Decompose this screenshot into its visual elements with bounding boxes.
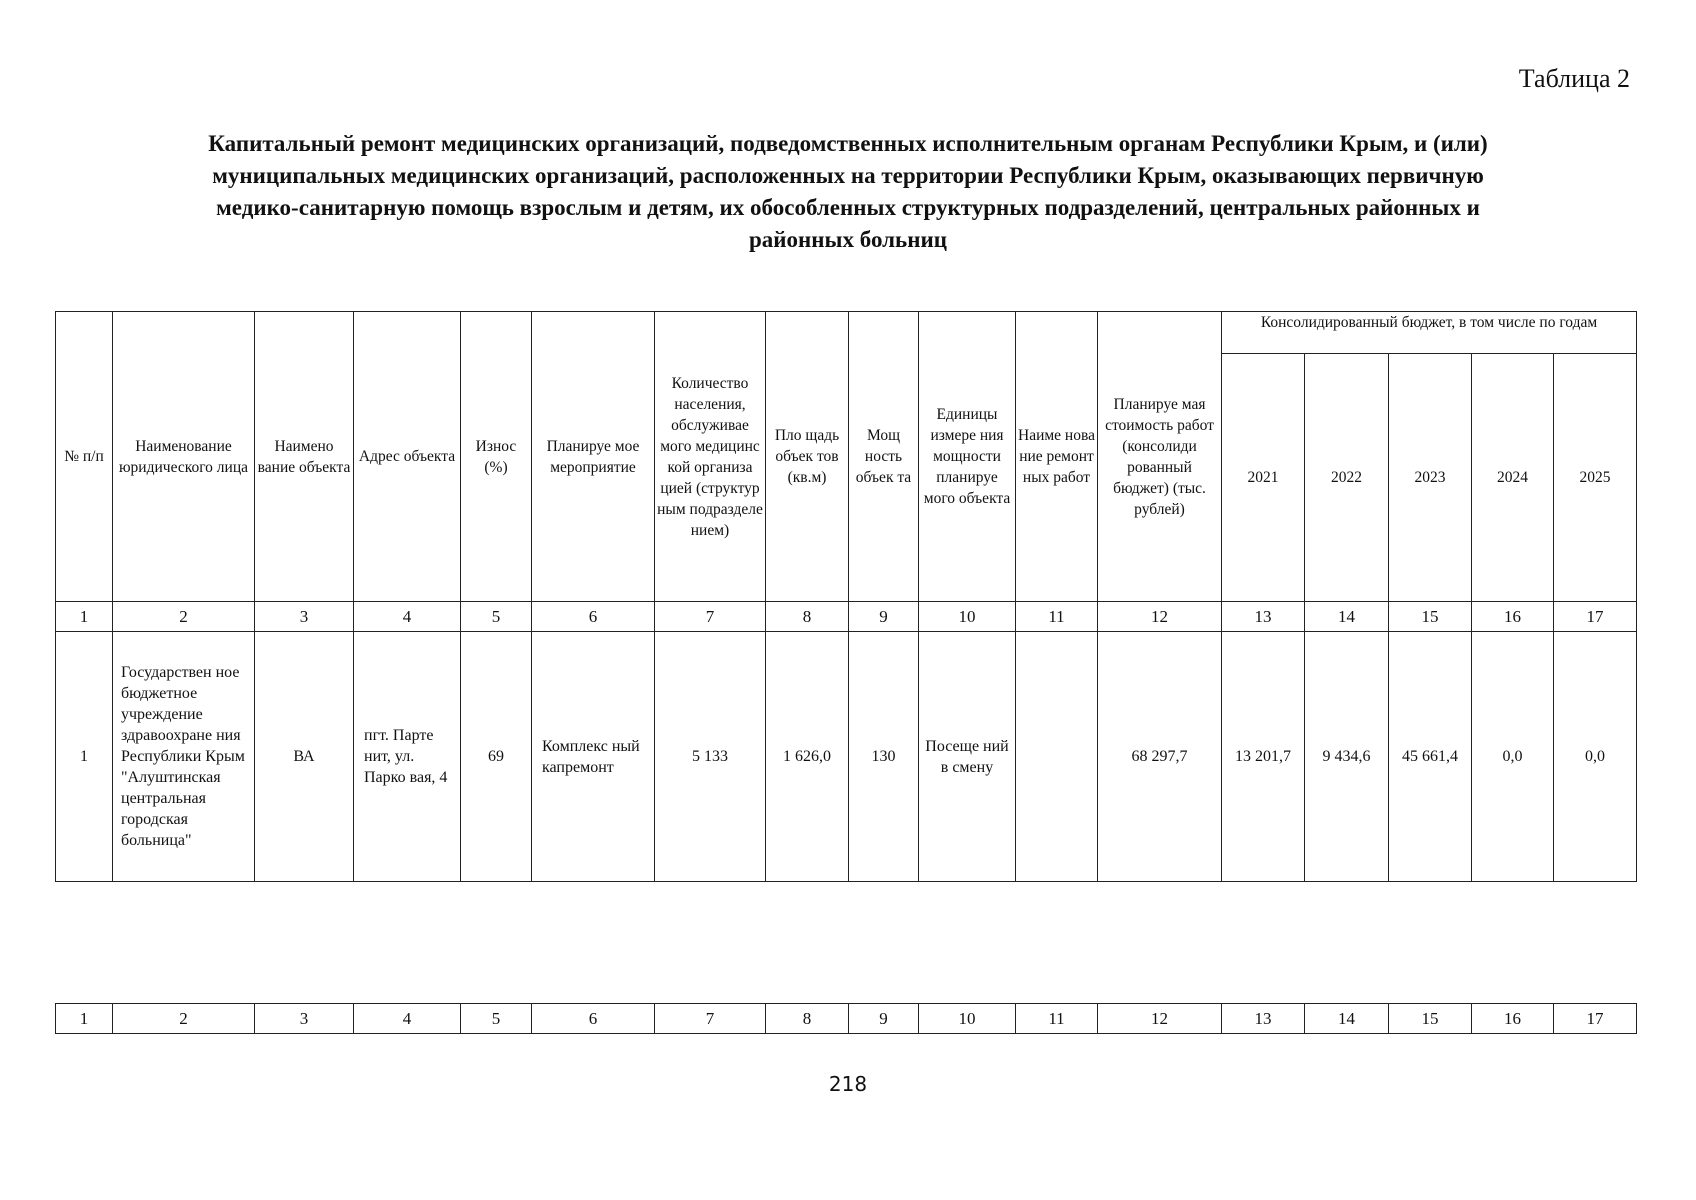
cell-repair-type: [1016, 632, 1098, 882]
header-year-2023: 2023: [1389, 354, 1472, 602]
continuation-column-number: 13: [1222, 1004, 1305, 1034]
header-area: Пло щадь объек тов (кв.м): [766, 312, 849, 602]
header-capacity-units: Единицы измере ния мощности планируе мого объекта: [919, 312, 1016, 602]
table-label: Таблица 2: [1518, 64, 1630, 93]
column-number: 11: [1016, 602, 1098, 632]
header-year-2024: 2024: [1472, 354, 1554, 602]
column-number: 2: [113, 602, 255, 632]
continuation-column-number: 6: [532, 1004, 655, 1034]
continuation-column-number: 11: [1016, 1004, 1098, 1034]
header-object-name: Наимено вание объекта: [255, 312, 354, 602]
continuation-column-number: 2: [113, 1004, 255, 1034]
header-planned-cost: Планируе мая стоимость работ (консолиди рованный бюджет) (тыс. рублей): [1098, 312, 1222, 602]
cell-capacity: 130: [849, 632, 919, 882]
continuation-column-number: 15: [1389, 1004, 1472, 1034]
column-number: 12: [1098, 602, 1222, 632]
cell-wear: 69: [461, 632, 532, 882]
document-title: [110, 128, 1586, 256]
cell-object-name: ВА: [255, 632, 354, 882]
capital-repair-table: [55, 311, 1637, 882]
page-number: 218: [828, 1072, 868, 1096]
title-line: районных больниц: [749, 227, 947, 252]
continuation-column-number: 3: [255, 1004, 354, 1034]
cell-population: 5 133: [655, 632, 766, 882]
continuation-column-number: 12: [1098, 1004, 1222, 1034]
column-number: 17: [1554, 602, 1637, 632]
column-number: 6: [532, 602, 655, 632]
column-number: 5: [461, 602, 532, 632]
title-line: Капитальный ремонт медицинских организаций, подведомственных исполнительным органам Республики Крым, и (или): [208, 131, 1488, 156]
continuation-column-number: 14: [1305, 1004, 1389, 1034]
column-number: 3: [255, 602, 354, 632]
column-number: 13: [1222, 602, 1305, 632]
header-year-2021: 2021: [1222, 354, 1305, 602]
cell-2024: 0,0: [1472, 632, 1554, 882]
cell-planned-event: Комплекс ный капремонт: [532, 632, 655, 882]
header-planned-event: Планируе мое мероприятие: [532, 312, 655, 602]
table-row: [56, 632, 1637, 882]
continuation-column-number: 5: [461, 1004, 532, 1034]
cell-capacity-units: Посеще ний в смену: [919, 632, 1016, 882]
cell-2025: 0,0: [1554, 632, 1637, 882]
cell-n: 1: [56, 632, 113, 882]
continuation-column-number: 4: [354, 1004, 461, 1034]
header-year-2022: 2022: [1305, 354, 1389, 602]
continuation-column-number: 9: [849, 1004, 919, 1034]
header-capacity: Мощ ность объек та: [849, 312, 919, 602]
continuation-column-number: 1: [56, 1004, 113, 1034]
column-number: 16: [1472, 602, 1554, 632]
column-number: 4: [354, 602, 461, 632]
continuation-number-row: [56, 1004, 1637, 1034]
header-wear: Износ (%): [461, 312, 532, 602]
cell-2021: 13 201,7: [1222, 632, 1305, 882]
continuation-column-number: 16: [1472, 1004, 1554, 1034]
column-number: 8: [766, 602, 849, 632]
title-line: медико-санитарную помощь взрослым и детям, их обособленных структурных подразделений, центральных районных и: [216, 195, 1480, 220]
continuation-column-number: 7: [655, 1004, 766, 1034]
cell-planned-cost: 68 297,7: [1098, 632, 1222, 882]
header-legal-entity: Наименование юридического лица: [113, 312, 255, 602]
column-number: 1: [56, 602, 113, 632]
column-number: 9: [849, 602, 919, 632]
header-address: Адрес объекта: [354, 312, 461, 602]
title-line: муниципальных медицинских организаций, расположенных на территории Республики Крым, оказывающих первичную: [212, 163, 1484, 188]
header-budget-group: Консолидированный бюджет, в том числе по годам: [1222, 312, 1637, 354]
cell-legal-entity: Государствен ное бюджетное учреждение здравоохране ния Республики Крым "Алуштинская центральная городская больница": [113, 632, 255, 882]
cell-area: 1 626,0: [766, 632, 849, 882]
continuation-header-table: [55, 1003, 1637, 1034]
cell-address: пгт. Парте нит, ул. Парко вая, 4: [354, 632, 461, 882]
column-number: 10: [919, 602, 1016, 632]
column-number: 14: [1305, 602, 1389, 632]
column-number: 7: [655, 602, 766, 632]
cell-2022: 9 434,6: [1305, 632, 1389, 882]
cell-2023: 45 661,4: [1389, 632, 1472, 882]
header-n: № п/п: [56, 312, 113, 602]
header-year-2025: 2025: [1554, 354, 1637, 602]
column-number: 15: [1389, 602, 1472, 632]
column-number-row: [56, 602, 1637, 632]
continuation-column-number: 8: [766, 1004, 849, 1034]
continuation-column-number: 17: [1554, 1004, 1637, 1034]
header-population: Количество населения, обслуживае мого медицинс кой организа цией (структур ным подразделе нием): [655, 312, 766, 602]
continuation-column-number: 10: [919, 1004, 1016, 1034]
header-repair-type: Наиме нова ние ремонт ных работ: [1016, 312, 1098, 602]
